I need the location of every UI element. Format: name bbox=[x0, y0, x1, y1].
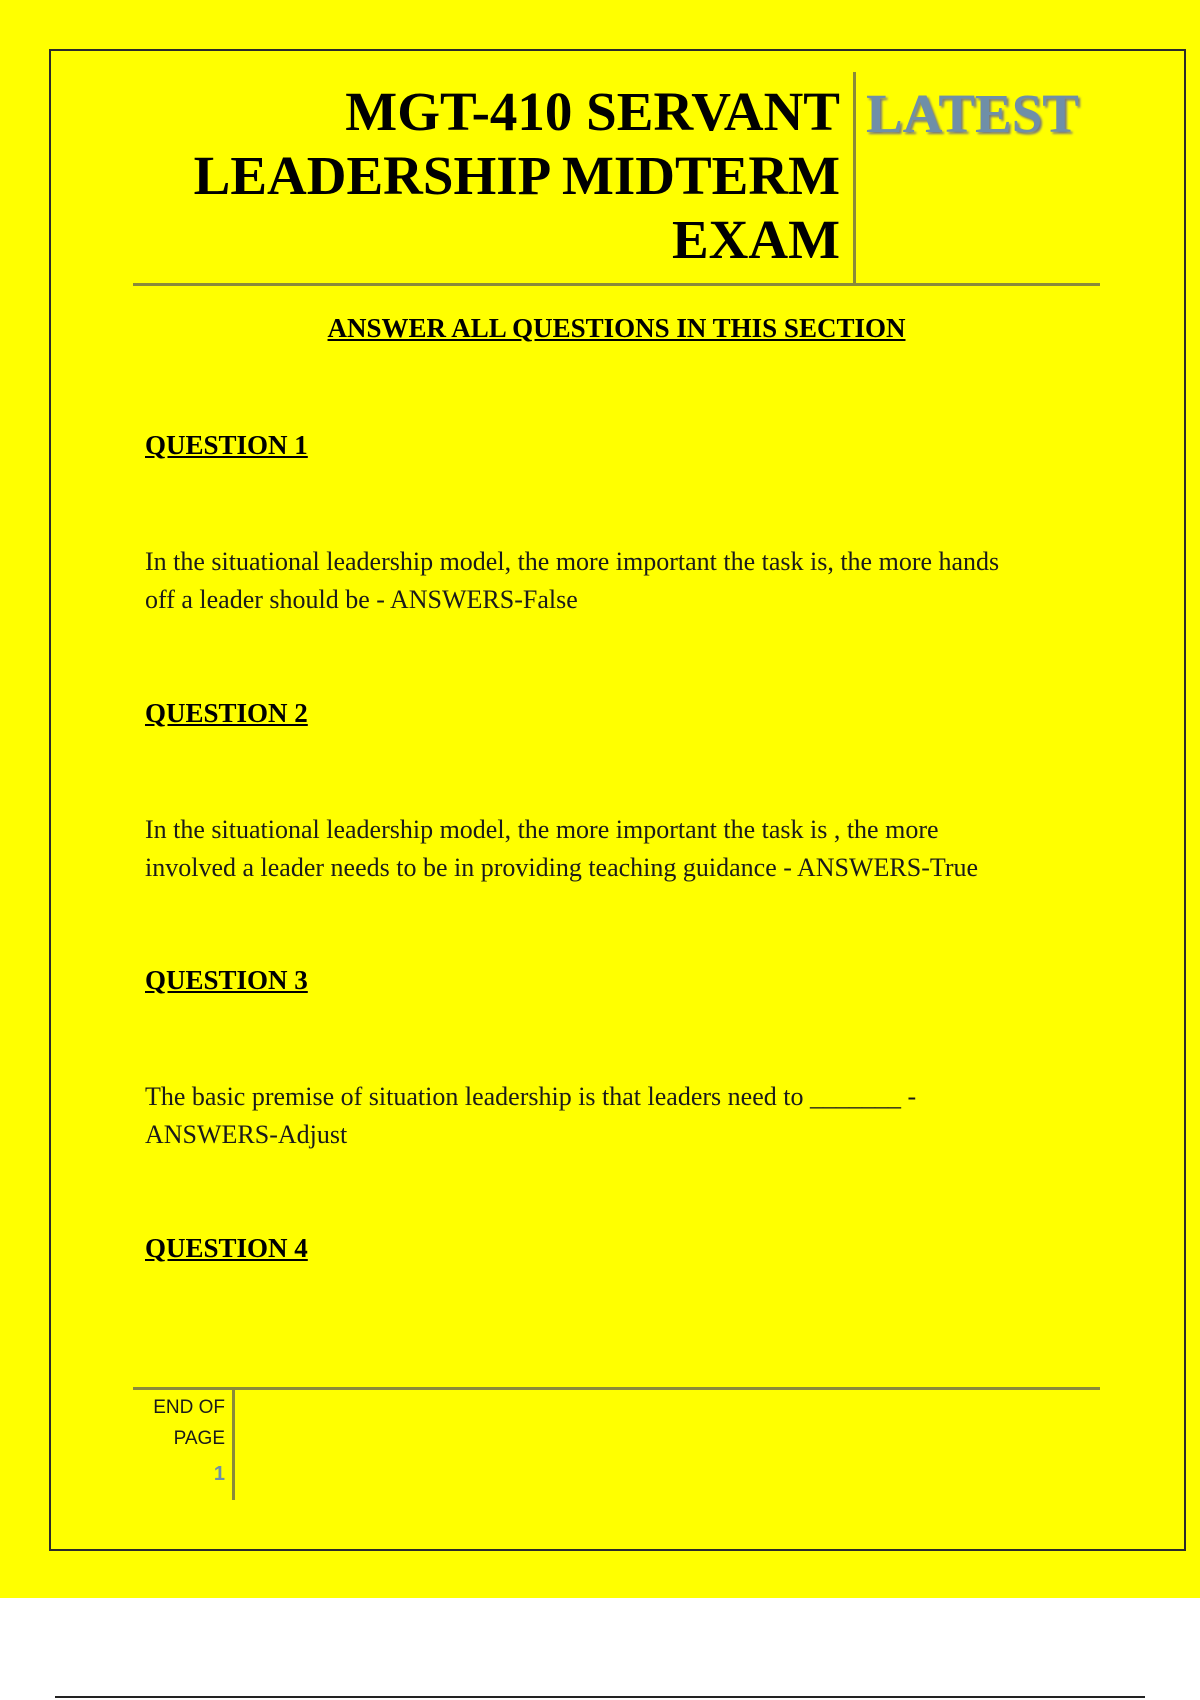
section-heading: ANSWER ALL QUESTIONS IN THIS SECTION bbox=[327, 313, 906, 343]
question-1-text bbox=[145, 543, 1095, 619]
page-number: 1 bbox=[213, 1463, 225, 1485]
title-divider bbox=[853, 72, 856, 284]
end-of-page-label bbox=[130, 1392, 225, 1454]
end-of-page-line-2: PAGE bbox=[173, 1428, 225, 1449]
question-3-line-1: The basic premise of situation leadership is that leaders need to _______ - bbox=[145, 1082, 917, 1111]
exam-title bbox=[140, 80, 840, 272]
header-rule bbox=[133, 283, 1100, 286]
exam-title-line-3: EXAM bbox=[671, 209, 840, 270]
question-1-line-1: In the situational leadership model, the more important the task is, the more hands bbox=[145, 547, 1000, 576]
footer-rule bbox=[133, 1387, 1100, 1390]
question-3-line-2: ANSWERS-Adjust bbox=[145, 1120, 348, 1149]
question-3-text bbox=[145, 1078, 1095, 1154]
latest-badge: LATEST bbox=[866, 83, 1079, 144]
exam-title-line-1: MGT-410 SERVANT bbox=[345, 81, 840, 142]
end-of-page-line-1: END OF bbox=[153, 1397, 225, 1418]
bottom-rule bbox=[55, 1696, 1145, 1698]
question-4-heading: QUESTION 4 bbox=[145, 1233, 308, 1263]
question-2-heading: QUESTION 2 bbox=[145, 698, 308, 728]
page-border bbox=[49, 49, 1186, 1551]
question-2-line-2: involved a leader needs to be in providing teaching guidance - ANSWERS-True bbox=[145, 853, 979, 882]
question-1-line-2: off a leader should be - ANSWERS-False bbox=[145, 585, 578, 614]
question-1-heading: QUESTION 1 bbox=[145, 430, 308, 460]
question-2-line-1: In the situational leadership model, the more important the task is , the more bbox=[145, 815, 939, 844]
exam-title-line-2: LEADERSHIP MIDTERM bbox=[193, 145, 840, 206]
question-2-text bbox=[145, 811, 1095, 887]
footer-divider bbox=[232, 1390, 235, 1500]
question-3-heading: QUESTION 3 bbox=[145, 965, 308, 995]
